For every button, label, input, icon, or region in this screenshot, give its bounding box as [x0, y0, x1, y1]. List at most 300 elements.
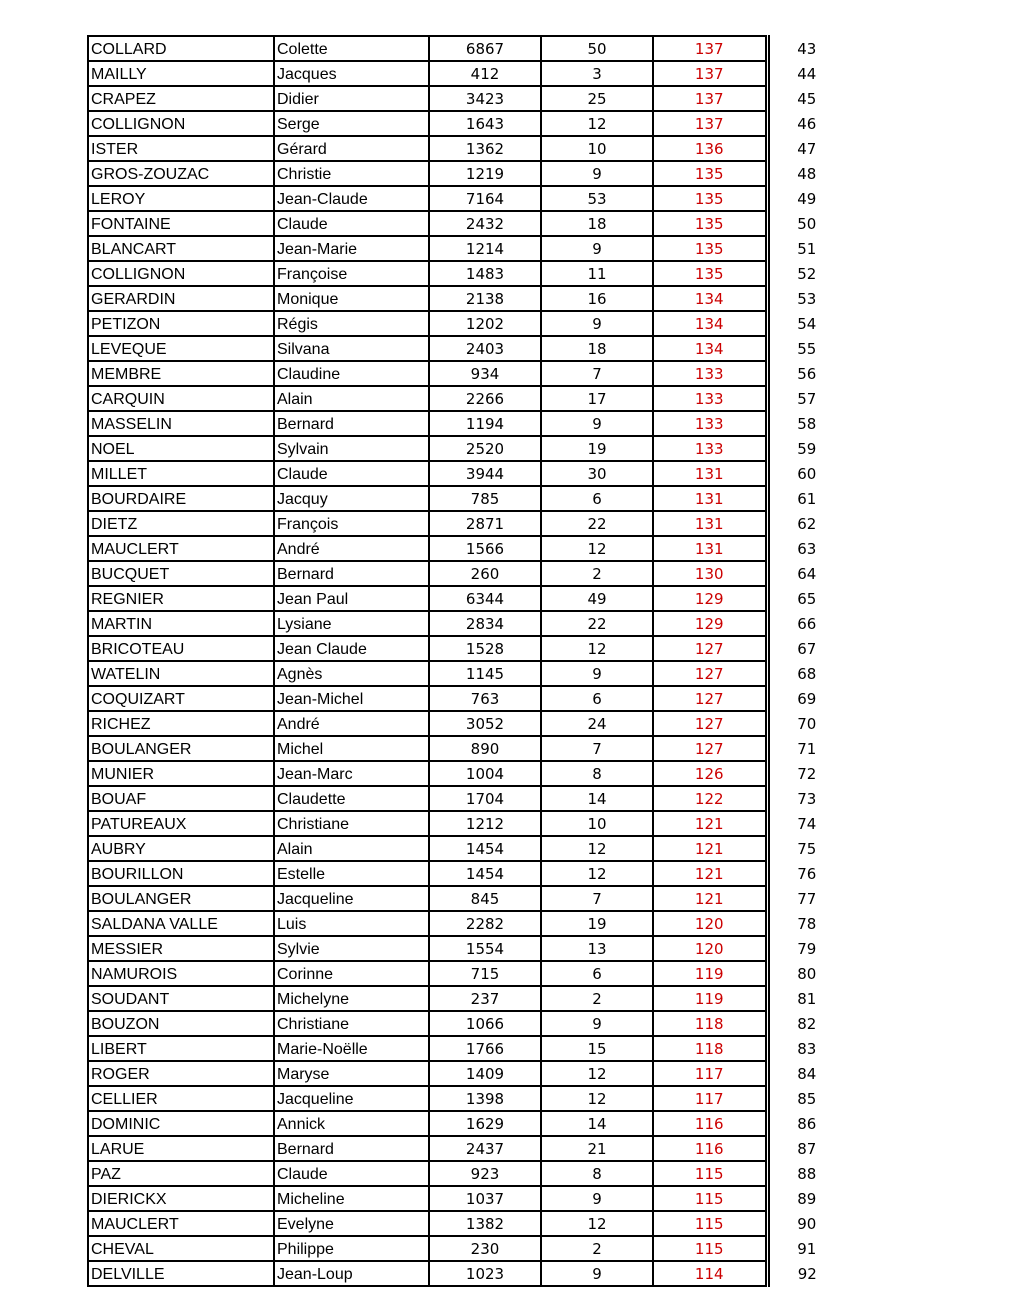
first-name-cell: Luis — [274, 911, 429, 936]
games-played-cell: 9 — [541, 1011, 653, 1036]
average-cell: 115 — [653, 1186, 767, 1211]
last-name-cell: NOEL — [88, 436, 274, 461]
average-cell: 136 — [653, 136, 767, 161]
rank-cell: 76 — [797, 864, 817, 883]
total-pins-cell: 412 — [429, 61, 541, 86]
table-row — [88, 786, 845, 811]
total-pins-cell: 3052 — [429, 711, 541, 736]
total-pins-cell: 237 — [429, 986, 541, 1011]
games-played-cell: 18 — [541, 211, 653, 236]
average-cell: 137 — [653, 86, 767, 111]
games-played-cell: 50 — [541, 36, 653, 61]
total-pins-cell: 1528 — [429, 636, 541, 661]
rank-cell: 86 — [797, 1114, 817, 1133]
rank-cell: 62 — [797, 514, 817, 533]
average-cell: 115 — [653, 1236, 767, 1261]
total-pins-cell: 1382 — [429, 1211, 541, 1236]
average-cell: 130 — [653, 561, 767, 586]
total-pins-cell: 2266 — [429, 386, 541, 411]
total-pins-cell: 1409 — [429, 1061, 541, 1086]
rank-cell: 83 — [797, 1039, 817, 1058]
first-name-cell: Régis — [274, 311, 429, 336]
first-name-cell: Jean-Michel — [274, 686, 429, 711]
total-pins-cell: 845 — [429, 886, 541, 911]
rank-cell: 57 — [797, 389, 817, 408]
average-cell: 129 — [653, 586, 767, 611]
last-name-cell: CHEVAL — [88, 1236, 274, 1261]
last-name-cell: LIBERT — [88, 1036, 274, 1061]
first-name-cell: Jacques — [274, 61, 429, 86]
average-cell: 127 — [653, 636, 767, 661]
games-played-cell: 12 — [541, 636, 653, 661]
games-played-cell: 6 — [541, 486, 653, 511]
rank-cell: 80 — [797, 964, 817, 983]
games-played-cell: 14 — [541, 1111, 653, 1136]
average-cell: 135 — [653, 211, 767, 236]
games-played-cell: 14 — [541, 786, 653, 811]
games-played-cell: 2 — [541, 986, 653, 1011]
average-cell: 133 — [653, 411, 767, 436]
table-row — [88, 936, 845, 961]
last-name-cell: CELLIER — [88, 1086, 274, 1111]
rank-cell: 69 — [797, 689, 817, 708]
total-pins-cell: 230 — [429, 1236, 541, 1261]
total-pins-cell: 934 — [429, 361, 541, 386]
table-row — [88, 1211, 845, 1236]
first-name-cell: Micheline — [274, 1186, 429, 1211]
total-pins-cell: 1037 — [429, 1186, 541, 1211]
games-played-cell: 15 — [541, 1036, 653, 1061]
average-cell: 131 — [653, 461, 767, 486]
last-name-cell: PAZ — [88, 1161, 274, 1186]
total-pins-cell: 1643 — [429, 111, 541, 136]
rank-cell: 73 — [797, 789, 817, 808]
table-row — [88, 361, 845, 386]
rank-cell: 74 — [797, 814, 817, 833]
games-played-cell: 7 — [541, 886, 653, 911]
first-name-cell: Christiane — [274, 1011, 429, 1036]
table-row — [88, 286, 845, 311]
table-row — [88, 611, 845, 636]
first-name-cell: Bernard — [274, 561, 429, 586]
total-pins-cell: 1202 — [429, 311, 541, 336]
table-row — [88, 236, 845, 261]
first-name-cell: Jean-Marie — [274, 236, 429, 261]
first-name-cell: Didier — [274, 86, 429, 111]
table-row — [88, 211, 845, 236]
total-pins-cell: 1483 — [429, 261, 541, 286]
last-name-cell: PETIZON — [88, 311, 274, 336]
total-pins-cell: 1454 — [429, 861, 541, 886]
games-played-cell: 22 — [541, 511, 653, 536]
rank-cell: 65 — [797, 589, 817, 608]
games-played-cell: 12 — [541, 1086, 653, 1111]
average-cell: 119 — [653, 961, 767, 986]
games-played-cell: 7 — [541, 736, 653, 761]
average-cell: 131 — [653, 536, 767, 561]
table-row — [88, 561, 845, 586]
average-cell: 121 — [653, 886, 767, 911]
first-name-cell: Alain — [274, 386, 429, 411]
table-row — [88, 1186, 845, 1211]
last-name-cell: LEROY — [88, 186, 274, 211]
games-played-cell: 53 — [541, 186, 653, 211]
last-name-cell: COLLIGNON — [88, 111, 274, 136]
rank-cell: 45 — [797, 89, 817, 108]
average-cell: 117 — [653, 1086, 767, 1111]
last-name-cell: NAMUROIS — [88, 961, 274, 986]
total-pins-cell: 1219 — [429, 161, 541, 186]
average-cell: 121 — [653, 861, 767, 886]
last-name-cell: MAUCLERT — [88, 1211, 274, 1236]
average-cell: 135 — [653, 261, 767, 286]
average-cell: 133 — [653, 361, 767, 386]
table-row — [88, 1161, 845, 1186]
last-name-cell: DELVILLE — [88, 1261, 274, 1286]
average-cell: 121 — [653, 836, 767, 861]
games-played-cell: 17 — [541, 386, 653, 411]
average-cell: 133 — [653, 386, 767, 411]
first-name-cell: Philippe — [274, 1236, 429, 1261]
first-name-cell: Jacquy — [274, 486, 429, 511]
first-name-cell: Claudine — [274, 361, 429, 386]
rank-cell: 71 — [797, 739, 817, 758]
average-cell: 116 — [653, 1111, 767, 1136]
games-played-cell: 9 — [541, 1261, 653, 1286]
last-name-cell: MILLET — [88, 461, 274, 486]
last-name-cell: DIETZ — [88, 511, 274, 536]
total-pins-cell: 1766 — [429, 1036, 541, 1061]
first-name-cell: Claude — [274, 211, 429, 236]
table-row — [88, 1011, 845, 1036]
first-name-cell: Evelyne — [274, 1211, 429, 1236]
total-pins-cell: 1145 — [429, 661, 541, 686]
total-pins-cell: 1398 — [429, 1086, 541, 1111]
games-played-cell: 6 — [541, 961, 653, 986]
rank-cell: 64 — [797, 564, 817, 583]
table-row — [88, 261, 845, 286]
games-played-cell: 13 — [541, 936, 653, 961]
first-name-cell: Bernard — [274, 1136, 429, 1161]
average-cell: 133 — [653, 436, 767, 461]
table-row — [88, 1261, 845, 1286]
rank-cell: 46 — [797, 114, 817, 133]
first-name-cell: Michel — [274, 736, 429, 761]
last-name-cell: MEMBRE — [88, 361, 274, 386]
table-row — [88, 86, 845, 111]
total-pins-cell: 1214 — [429, 236, 541, 261]
games-played-cell: 3 — [541, 61, 653, 86]
games-played-cell: 12 — [541, 111, 653, 136]
total-pins-cell: 1362 — [429, 136, 541, 161]
games-played-cell: 6 — [541, 686, 653, 711]
rank-cell: 79 — [797, 939, 817, 958]
average-cell: 135 — [653, 236, 767, 261]
games-played-cell: 2 — [541, 1236, 653, 1261]
first-name-cell: Marie-Noëlle — [274, 1036, 429, 1061]
table-row — [88, 1061, 845, 1086]
rank-cell: 92 — [797, 1264, 817, 1283]
average-cell: 114 — [653, 1261, 767, 1286]
table-row — [88, 1111, 845, 1136]
last-name-cell: BOUZON — [88, 1011, 274, 1036]
last-name-cell: GERARDIN — [88, 286, 274, 311]
first-name-cell: Serge — [274, 111, 429, 136]
rank-cell: 78 — [797, 914, 817, 933]
table-row — [88, 311, 845, 336]
total-pins-cell: 6344 — [429, 586, 541, 611]
total-pins-cell: 3423 — [429, 86, 541, 111]
games-played-cell: 9 — [541, 161, 653, 186]
games-played-cell: 8 — [541, 1161, 653, 1186]
average-cell: 127 — [653, 661, 767, 686]
last-name-cell: BUCQUET — [88, 561, 274, 586]
rank-cell: 63 — [797, 539, 817, 558]
first-name-cell: Christiane — [274, 811, 429, 836]
table-row — [88, 861, 845, 886]
table-row — [88, 761, 845, 786]
last-name-cell: CARQUIN — [88, 386, 274, 411]
rank-cell: 47 — [797, 139, 817, 158]
last-name-cell: MAILLY — [88, 61, 274, 86]
first-name-cell: Claudette — [274, 786, 429, 811]
last-name-cell: BOURDAIRE — [88, 486, 274, 511]
average-cell: 115 — [653, 1161, 767, 1186]
table-row — [88, 36, 845, 61]
last-name-cell: FONTAINE — [88, 211, 274, 236]
total-pins-cell: 260 — [429, 561, 541, 586]
average-cell: 120 — [653, 936, 767, 961]
rank-cell: 44 — [797, 64, 817, 83]
last-name-cell: BLANCART — [88, 236, 274, 261]
table-row — [88, 111, 845, 136]
games-played-cell: 12 — [541, 536, 653, 561]
results-body — [88, 36, 845, 1286]
total-pins-cell: 2282 — [429, 911, 541, 936]
rank-cell: 67 — [797, 639, 817, 658]
rank-cell: 51 — [797, 239, 817, 258]
rank-cell: 48 — [797, 164, 817, 183]
last-name-cell: BOULANGER — [88, 886, 274, 911]
average-cell: 134 — [653, 311, 767, 336]
rank-cell: 68 — [797, 664, 817, 683]
rank-cell: 55 — [797, 339, 817, 358]
games-played-cell: 12 — [541, 861, 653, 886]
rank-cell: 75 — [797, 839, 817, 858]
first-name-cell: Sylvain — [274, 436, 429, 461]
total-pins-cell: 6867 — [429, 36, 541, 61]
games-played-cell: 11 — [541, 261, 653, 286]
first-name-cell: Jacqueline — [274, 886, 429, 911]
first-name-cell: Michelyne — [274, 986, 429, 1011]
games-played-cell: 12 — [541, 1211, 653, 1236]
last-name-cell: COLLARD — [88, 36, 274, 61]
rank-cell: 90 — [797, 1214, 817, 1233]
games-played-cell: 9 — [541, 411, 653, 436]
rank-cell: 88 — [797, 1164, 817, 1183]
rank-cell: 52 — [797, 264, 817, 283]
total-pins-cell: 923 — [429, 1161, 541, 1186]
table-row — [88, 586, 845, 611]
games-played-cell: 30 — [541, 461, 653, 486]
last-name-cell: ROGER — [88, 1061, 274, 1086]
rank-cell: 70 — [797, 714, 817, 733]
table-row — [88, 386, 845, 411]
first-name-cell: Agnès — [274, 661, 429, 686]
total-pins-cell: 2403 — [429, 336, 541, 361]
last-name-cell: BOUAF — [88, 786, 274, 811]
table-row — [88, 411, 845, 436]
games-played-cell: 10 — [541, 811, 653, 836]
table-row — [88, 661, 845, 686]
table-row — [88, 61, 845, 86]
rank-cell: 82 — [797, 1014, 817, 1033]
average-cell: 118 — [653, 1036, 767, 1061]
table-row — [88, 636, 845, 661]
games-played-cell: 25 — [541, 86, 653, 111]
rank-cell: 54 — [797, 314, 817, 333]
rank-cell: 66 — [797, 614, 817, 633]
rank-cell: 72 — [797, 764, 817, 783]
last-name-cell: DOMINIC — [88, 1111, 274, 1136]
total-pins-cell: 2437 — [429, 1136, 541, 1161]
table-row — [88, 911, 845, 936]
first-name-cell: Annick — [274, 1111, 429, 1136]
average-cell: 118 — [653, 1011, 767, 1036]
average-cell: 122 — [653, 786, 767, 811]
last-name-cell: MASSELIN — [88, 411, 274, 436]
total-pins-cell: 763 — [429, 686, 541, 711]
games-played-cell: 9 — [541, 661, 653, 686]
first-name-cell: André — [274, 711, 429, 736]
table-row — [88, 811, 845, 836]
first-name-cell: Colette — [274, 36, 429, 61]
table-row — [88, 986, 845, 1011]
total-pins-cell: 7164 — [429, 186, 541, 211]
rank-cell: 77 — [797, 889, 817, 908]
total-pins-cell: 1004 — [429, 761, 541, 786]
average-cell: 126 — [653, 761, 767, 786]
table-row — [88, 136, 845, 161]
games-played-cell: 9 — [541, 311, 653, 336]
last-name-cell: MAUCLERT — [88, 536, 274, 561]
rank-cell: 56 — [797, 364, 817, 383]
rank-cell: 59 — [797, 439, 817, 458]
table-row — [88, 736, 845, 761]
average-cell: 131 — [653, 511, 767, 536]
average-cell: 129 — [653, 611, 767, 636]
last-name-cell: SALDANA VALLE — [88, 911, 274, 936]
games-played-cell: 19 — [541, 911, 653, 936]
total-pins-cell: 2138 — [429, 286, 541, 311]
table-row — [88, 536, 845, 561]
last-name-cell: MESSIER — [88, 936, 274, 961]
average-cell: 137 — [653, 61, 767, 86]
rank-cell: 87 — [797, 1139, 817, 1158]
total-pins-cell: 1566 — [429, 536, 541, 561]
first-name-cell: Monique — [274, 286, 429, 311]
last-name-cell: LEVEQUE — [88, 336, 274, 361]
first-name-cell: Estelle — [274, 861, 429, 886]
average-cell: 131 — [653, 486, 767, 511]
last-name-cell: ISTER — [88, 136, 274, 161]
rank-cell: 89 — [797, 1189, 817, 1208]
average-cell: 137 — [653, 111, 767, 136]
first-name-cell: Jacqueline — [274, 1086, 429, 1111]
total-pins-cell: 2834 — [429, 611, 541, 636]
total-pins-cell: 890 — [429, 736, 541, 761]
last-name-cell: CRAPEZ — [88, 86, 274, 111]
rank-cell: 49 — [797, 189, 817, 208]
total-pins-cell: 1629 — [429, 1111, 541, 1136]
table-row — [88, 961, 845, 986]
last-name-cell: LARUE — [88, 1136, 274, 1161]
average-cell: 115 — [653, 1211, 767, 1236]
total-pins-cell: 2520 — [429, 436, 541, 461]
average-cell: 119 — [653, 986, 767, 1011]
table-row — [88, 886, 845, 911]
results-table — [87, 35, 846, 1287]
total-pins-cell: 1454 — [429, 836, 541, 861]
games-played-cell: 19 — [541, 436, 653, 461]
first-name-cell: Silvana — [274, 336, 429, 361]
games-played-cell: 8 — [541, 761, 653, 786]
total-pins-cell: 1704 — [429, 786, 541, 811]
first-name-cell: Sylvie — [274, 936, 429, 961]
table-row — [88, 461, 845, 486]
last-name-cell: BRICOTEAU — [88, 636, 274, 661]
average-cell: 121 — [653, 811, 767, 836]
games-played-cell: 12 — [541, 836, 653, 861]
table-row — [88, 1236, 845, 1261]
last-name-cell: COLLIGNON — [88, 261, 274, 286]
average-cell: 134 — [653, 336, 767, 361]
table-row — [88, 336, 845, 361]
total-pins-cell: 785 — [429, 486, 541, 511]
rank-cell: 58 — [797, 414, 817, 433]
games-played-cell: 7 — [541, 361, 653, 386]
rank-cell: 84 — [797, 1064, 817, 1083]
first-name-cell: Bernard — [274, 411, 429, 436]
last-name-cell: WATELIN — [88, 661, 274, 686]
first-name-cell: François — [274, 511, 429, 536]
average-cell: 116 — [653, 1136, 767, 1161]
first-name-cell: Jean-Claude — [274, 186, 429, 211]
total-pins-cell: 715 — [429, 961, 541, 986]
games-played-cell: 12 — [541, 1061, 653, 1086]
table-row — [88, 186, 845, 211]
total-pins-cell: 1194 — [429, 411, 541, 436]
total-pins-cell: 1554 — [429, 936, 541, 961]
last-name-cell: GROS-ZOUZAC — [88, 161, 274, 186]
rank-cell: 91 — [797, 1239, 817, 1258]
last-name-cell: BOULANGER — [88, 736, 274, 761]
games-played-cell: 21 — [541, 1136, 653, 1161]
rank-cell: 61 — [797, 489, 817, 508]
total-pins-cell: 2432 — [429, 211, 541, 236]
table-row — [88, 1036, 845, 1061]
rank-cell: 43 — [797, 39, 817, 58]
first-name-cell: Claude — [274, 1161, 429, 1186]
last-name-cell: COQUIZART — [88, 686, 274, 711]
first-name-cell: Alain — [274, 836, 429, 861]
last-name-cell: RICHEZ — [88, 711, 274, 736]
average-cell: 117 — [653, 1061, 767, 1086]
first-name-cell: Françoise — [274, 261, 429, 286]
first-name-cell: Claude — [274, 461, 429, 486]
first-name-cell: Lysiane — [274, 611, 429, 636]
games-played-cell: 10 — [541, 136, 653, 161]
